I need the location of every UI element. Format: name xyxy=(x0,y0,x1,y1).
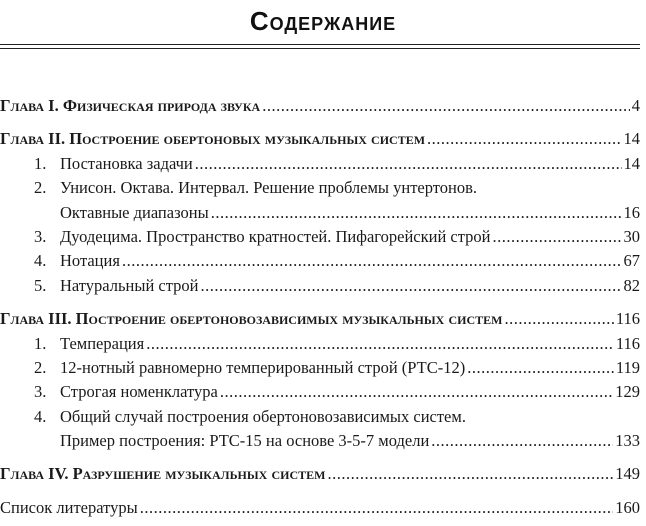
chapter-title: Глава II. Построение обертоновых музыкальных систем xyxy=(0,129,426,149)
dot-leader xyxy=(220,382,613,402)
bibliography-title: Список литературы xyxy=(0,497,138,517)
item-number: 3. xyxy=(34,226,47,246)
item-number: 5. xyxy=(34,275,47,295)
chapter-title: Глава I. Физическая природа звука xyxy=(0,96,261,115)
dot-leader xyxy=(427,129,621,149)
item-number: 4. xyxy=(34,406,47,426)
dot-leader xyxy=(431,431,613,451)
item-title: Натуральный строй xyxy=(60,275,199,295)
item-title: Темперация xyxy=(60,333,145,353)
toc-item[interactable] xyxy=(0,276,640,300)
page-number: 14 xyxy=(623,153,640,173)
toc-item[interactable] xyxy=(0,407,640,431)
page-number: 133 xyxy=(615,431,640,451)
page-number: 4 xyxy=(631,96,640,115)
dot-leader xyxy=(492,227,621,247)
page-number: 14 xyxy=(623,129,640,149)
toc-item[interactable] xyxy=(0,154,640,178)
toc-chapter-1[interactable] xyxy=(0,96,640,120)
page-number: 160 xyxy=(615,497,640,517)
toc-item-continuation[interactable] xyxy=(0,431,640,455)
page-number: 116 xyxy=(615,333,640,353)
toc-chapter-3[interactable] xyxy=(0,309,640,333)
chapter-title: Глава III. Построение обертоновозависимых музыкальных систем xyxy=(0,309,503,329)
dot-leader xyxy=(504,309,613,329)
table-of-contents xyxy=(0,96,640,522)
item-title-continued: Октавные диапазоны xyxy=(60,202,209,222)
toc-item[interactable] xyxy=(0,382,640,406)
toc-item[interactable] xyxy=(0,251,640,275)
page-number: 116 xyxy=(615,309,640,329)
item-title: Унисон. Октава. Интервал. Решение проблемы унтертонов. xyxy=(60,178,478,198)
page-number: 16 xyxy=(623,202,640,222)
title-rule-bottom xyxy=(0,48,640,49)
item-number: 2. xyxy=(34,357,47,377)
page-number: 30 xyxy=(623,226,640,246)
page-title: Содержание xyxy=(249,6,397,36)
toc-item-continuation[interactable] xyxy=(0,203,640,227)
item-title: 12-нотный равномерно темперированный строй (РТС-12) xyxy=(60,357,466,377)
dot-leader xyxy=(122,251,622,271)
item-number: 2. xyxy=(34,178,47,198)
dot-leader xyxy=(200,276,621,296)
item-title: Строгая номенклатура xyxy=(60,382,218,402)
dot-leader xyxy=(467,358,614,378)
page-number: 119 xyxy=(615,357,640,377)
toc-item[interactable] xyxy=(0,227,640,251)
item-number: 1. xyxy=(34,333,47,353)
toc-bibliography[interactable] xyxy=(0,498,640,522)
item-number: 3. xyxy=(34,382,47,402)
toc-item[interactable] xyxy=(0,358,640,382)
item-number: 1. xyxy=(34,153,47,173)
toc-item[interactable] xyxy=(0,334,640,358)
item-title: Общий случай построения обертоновозависимых систем. xyxy=(60,406,466,426)
dot-leader xyxy=(146,334,614,354)
page-number: 149 xyxy=(615,464,640,484)
dot-leader xyxy=(262,96,630,116)
item-number: 4. xyxy=(34,251,47,271)
dot-leader xyxy=(140,498,614,518)
dot-leader xyxy=(195,154,622,174)
item-title: Постановка задачи xyxy=(60,153,193,173)
item-title-continued: Пример построения: РТС-15 на основе 3-5-7 модели xyxy=(60,431,430,451)
chapter-title: Глава IV. Разрушение музыкальных систем xyxy=(0,464,326,484)
dot-leader xyxy=(327,464,613,484)
toc-chapter-2[interactable] xyxy=(0,129,640,153)
toc-chapter-4[interactable] xyxy=(0,464,640,488)
item-title: Нотация xyxy=(60,251,120,271)
dot-leader xyxy=(211,203,622,223)
toc-item[interactable] xyxy=(0,178,640,202)
page-number: 67 xyxy=(623,251,640,271)
title-rule-top xyxy=(0,44,640,45)
page-number: 82 xyxy=(623,275,640,295)
page-number: 129 xyxy=(615,382,640,402)
item-title: Дуодецима. Пространство кратностей. Пифагорейский строй xyxy=(60,226,491,246)
